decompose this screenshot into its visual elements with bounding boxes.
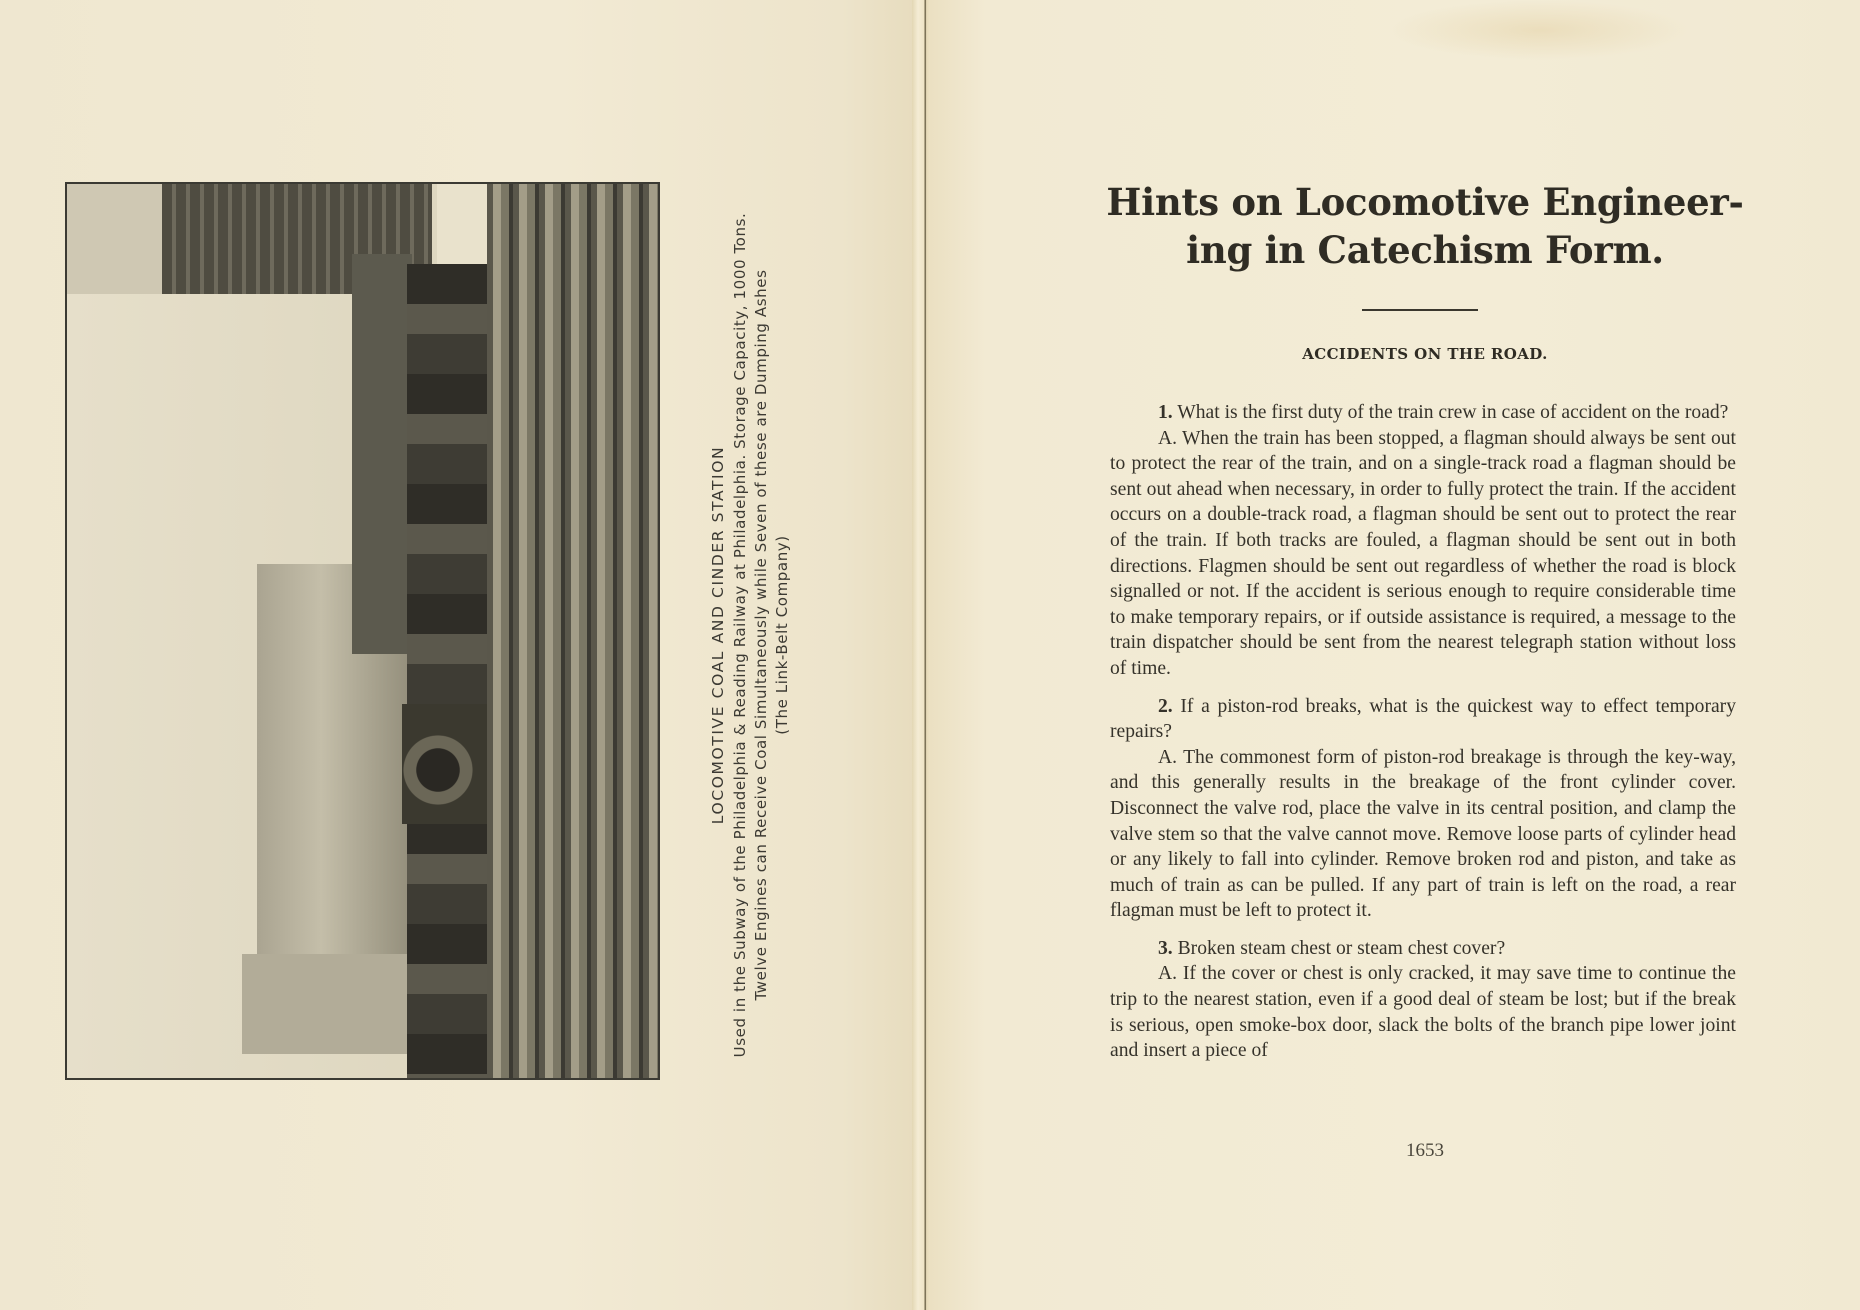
answer-label: A. bbox=[1158, 963, 1178, 985]
answer-text: The commonest form of piston-rod breakage is through the key-way, and this generally results in the breakage of the front cylinder cover. Disconnect the valve rod, place the valve in its central position, and clamp the valve stem so that the valve cannot move. Remove loose parts of cylinder head or any likely to fall into cylinder. Remove broken rod and piston, and take as much of train as can be pulled. If any part of train is left on the road, a rear flagman must be left to protect it. bbox=[1110, 746, 1736, 922]
caption-title: LOCOMOTIVE COAL AND CINDER STATION bbox=[709, 445, 727, 825]
answer-label: A. bbox=[1158, 427, 1178, 449]
book-spine bbox=[912, 0, 932, 1310]
answer-text: If the cover or chest is only cracked, it may save time to continue the trip to the nearest station, even if a good deal of steam be lost; but if the break is serious, open smoke-box door, slack the bolts of the branch pipe lower joint and insert a piece of bbox=[1110, 963, 1736, 1062]
trestle bbox=[407, 264, 487, 1080]
tracks bbox=[487, 184, 660, 1078]
question-text: Broken steam chest or steam chest cover? bbox=[1177, 937, 1506, 959]
catechism-body bbox=[1110, 400, 1736, 1076]
section-heading: ACCIDENTS ON THE ROAD. bbox=[1302, 345, 1548, 363]
locomotive bbox=[402, 704, 492, 824]
caption-credit: (The Link-Belt Company) bbox=[773, 535, 791, 735]
answer-text: When the train has been stopped, a flagman should always be sent out to protect the rear of the train, and on a single-track road a flagman should be sent out ahead when necessary, in order to fully protect the train. If the accident occurs on a double-track road, a flagman should be sent out to protect the rear of the train. If both tracks are fouled, a flagman should be sent out in both directions. Flagmen should be sent out regardless of whether the road is block signalled or not. If the accident is serious enough to require considerable time to make temporary repairs, or if outside assistance is required, a message to the train dispatcher should be sent from the nearest telegraph station without loss of time. bbox=[1110, 427, 1736, 679]
page-number: 1653 bbox=[1406, 1140, 1444, 1161]
chapter-title: Hints on Locomotive Engineer- ing in Catechism Form. bbox=[1106, 180, 1744, 272]
question-number: 1. bbox=[1158, 402, 1173, 423]
qa-item bbox=[1110, 400, 1736, 682]
caption-line: Twelve Engines can Receive Coal Simultaneously while Seven of these are Dumping Ashes bbox=[752, 269, 770, 1001]
question-number: 3. bbox=[1158, 937, 1173, 959]
left-page bbox=[0, 0, 915, 1310]
answer-label: A. bbox=[1158, 746, 1178, 768]
photo-caption bbox=[707, 185, 793, 1085]
title-rule bbox=[1362, 309, 1478, 311]
qa-item bbox=[1110, 694, 1736, 924]
qa-item bbox=[1110, 936, 1736, 1064]
question-number: 2. bbox=[1158, 695, 1173, 717]
question-text: If a piston-rod breaks, what is the quickest way to effect temporary repairs? bbox=[1110, 695, 1737, 743]
coal-station-photo bbox=[65, 182, 660, 1080]
question-text: What is the first duty of the train crew in case of accident on the road? bbox=[1177, 402, 1729, 423]
caption-line: Used in the Subway of the Philadelphia & Reading Railway at Philadelphia. Storage Capacity, 1000 Tons. bbox=[731, 212, 749, 1058]
